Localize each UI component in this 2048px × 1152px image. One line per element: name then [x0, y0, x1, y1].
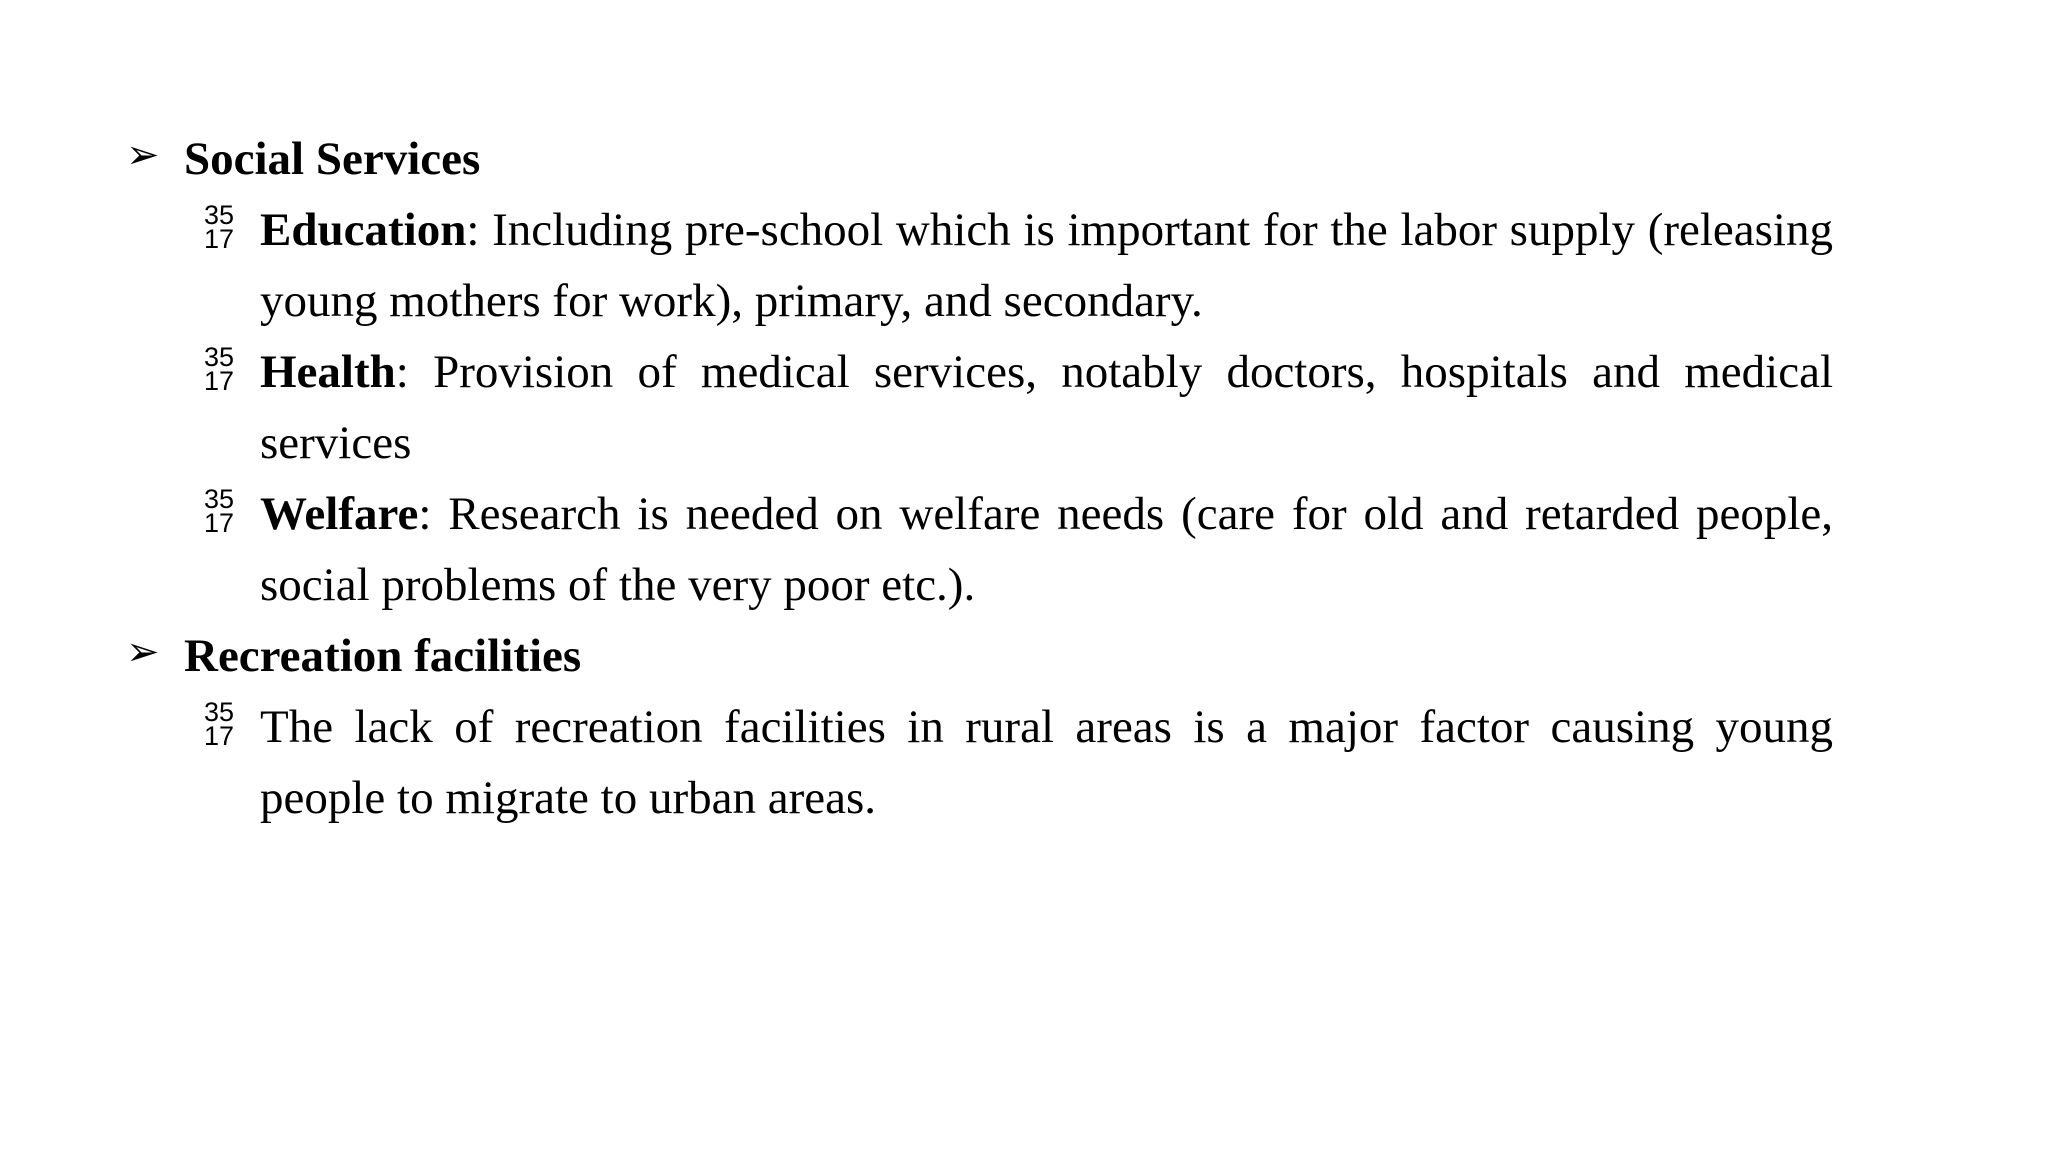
list-marker	[204, 484, 244, 538]
list-marker	[204, 200, 244, 254]
list-marker-bottom: 17	[204, 508, 235, 538]
list-item-welfare	[204, 479, 1833, 621]
arrow-bullet-icon: ➢	[126, 132, 160, 178]
list-item-education	[204, 195, 1833, 337]
item-text: : Research is needed on welfare needs (care for old and retarded people, social problems of the very poor etc.).	[260, 488, 1833, 611]
list-marker-bottom: 17	[204, 721, 235, 751]
section-social-services	[126, 124, 1966, 621]
item-text: The lack of recreation facilities in rural areas is a major factor causing young people to migrate to urban areas.	[260, 701, 1833, 824]
section-heading	[126, 621, 1966, 692]
list-marker	[204, 342, 244, 396]
bullet-list	[126, 195, 1966, 621]
list-item-recreation	[204, 692, 1833, 834]
list-marker-bottom: 17	[204, 224, 235, 254]
item-text: : Provision of medical services, notably doctors, hospitals and medical services	[260, 346, 1833, 469]
item-term: Health	[260, 346, 396, 398]
item-term: Welfare	[260, 488, 419, 540]
list-marker-top: 35	[204, 342, 235, 372]
list-marker-top: 35	[204, 697, 235, 727]
arrow-bullet-icon: ➢	[126, 629, 160, 675]
section-heading-text: Social Services	[184, 133, 481, 185]
list-marker-bottom: 17	[204, 366, 235, 396]
slide-content	[126, 124, 1966, 834]
bullet-list	[126, 692, 1966, 834]
section-heading-text: Recreation facilities	[184, 630, 582, 682]
item-term: Education	[260, 204, 467, 256]
list-marker-top: 35	[204, 484, 235, 514]
list-item-health	[204, 337, 1833, 479]
list-marker-top: 35	[204, 200, 235, 230]
item-text: : Including pre-school which is important for the labor supply (releasing young mothers for work), primary, and secondary.	[260, 204, 1833, 327]
section-recreation-facilities	[126, 621, 1966, 834]
section-heading	[126, 124, 1966, 195]
list-marker	[204, 697, 244, 751]
